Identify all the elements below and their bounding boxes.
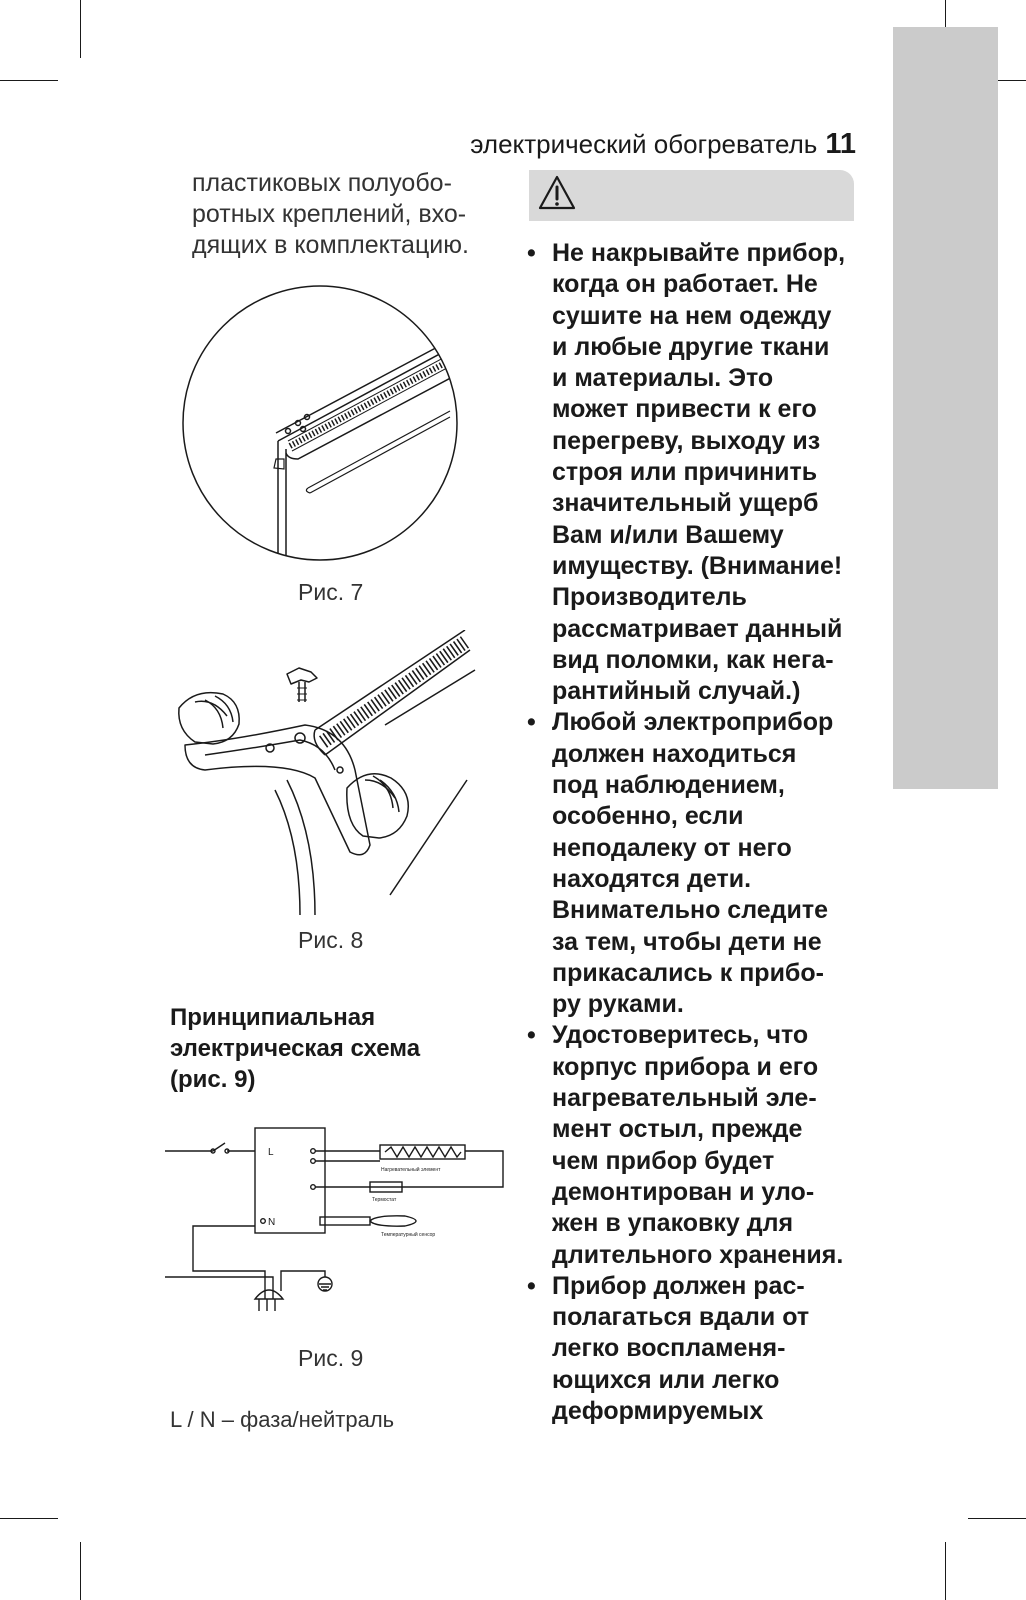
side-tab bbox=[893, 27, 998, 789]
warning-line: и материалы. Это bbox=[552, 364, 774, 393]
warning-line: под наблюдением, bbox=[552, 771, 785, 800]
circuit-label-N: N bbox=[268, 1217, 276, 1228]
bullet: • bbox=[527, 1271, 536, 1300]
figure-7-caption: Рис. 7 bbox=[298, 579, 364, 605]
header-title: электрический обогреватель bbox=[470, 129, 818, 159]
warning-triangle-icon bbox=[537, 174, 577, 212]
warning-line: легко воспламеня- bbox=[552, 1334, 786, 1363]
figure-9-caption: Рис. 9 bbox=[298, 1345, 364, 1371]
warning-line: Удостоверитесь, что bbox=[552, 1021, 809, 1050]
warning-line: должен находиться bbox=[552, 739, 797, 768]
bullet: • bbox=[527, 1021, 536, 1050]
warning-line: вид поломки, как нега- bbox=[552, 645, 834, 674]
warning-line: ру руками. bbox=[552, 990, 684, 1019]
warning-line: корпус прибора и его bbox=[552, 1052, 819, 1081]
figure-8-caption: Рис. 8 bbox=[298, 927, 364, 953]
circuit-label-thermostat: Термостат bbox=[372, 1197, 397, 1203]
page-number: 11 bbox=[825, 128, 856, 160]
warning-line: Производитель bbox=[552, 583, 747, 612]
warning-line: когда он работает. Не bbox=[552, 270, 818, 299]
section-title-line: (рис. 9) bbox=[170, 1066, 256, 1093]
warning-line: нагревательный эле- bbox=[552, 1084, 817, 1113]
warning-item bbox=[527, 1271, 862, 1427]
figure-8-illustration bbox=[175, 630, 480, 915]
section-title bbox=[170, 1002, 500, 1095]
section-title-line: электрическая схема bbox=[170, 1035, 421, 1062]
intro-text bbox=[192, 168, 522, 261]
control-unit bbox=[255, 1128, 325, 1233]
warning-line: находятся дети. bbox=[552, 864, 752, 893]
warning-item bbox=[527, 707, 862, 1020]
vent-slots bbox=[323, 642, 465, 742]
warning-line: полагаться вдали от bbox=[552, 1303, 810, 1332]
bullet: • bbox=[527, 708, 536, 737]
warning-line: рантийный случай.) bbox=[552, 677, 801, 706]
warning-line: чем прибор будет bbox=[552, 1146, 775, 1175]
intro-line: ротных креплений, вхо- bbox=[192, 200, 467, 228]
warning-header-bar bbox=[529, 170, 854, 221]
figure-7-illustration bbox=[180, 283, 460, 563]
vent-slots bbox=[290, 355, 460, 446]
warning-line: Внимательно следите bbox=[552, 896, 829, 925]
warning-line: и любые другие ткани bbox=[552, 332, 830, 361]
crop-mark bbox=[0, 1518, 58, 1519]
warning-line: жен в упаковку для bbox=[552, 1209, 794, 1238]
phase-neutral-legend: L / N – фаза/нейтраль bbox=[170, 1407, 395, 1432]
warning-line: может привести к его bbox=[552, 395, 817, 424]
warning-line: прикасались к прибо- bbox=[552, 958, 824, 987]
warning-line: перегреву, выходу из bbox=[552, 426, 821, 455]
circuit-label-L: L bbox=[268, 1147, 274, 1158]
warning-line: особенно, если bbox=[552, 802, 744, 831]
warning-line: имуществу. (Внимание! bbox=[552, 551, 843, 580]
warning-line: неподалеку от него bbox=[552, 833, 792, 862]
running-header bbox=[470, 128, 856, 161]
temperature-sensor bbox=[320, 1217, 370, 1225]
warning-line: Прибор должен рас- bbox=[552, 1271, 805, 1300]
bullet: • bbox=[527, 239, 536, 267]
warning-line: Вам и/или Вашему bbox=[552, 520, 784, 549]
warning-line: ющихся или легко bbox=[552, 1365, 780, 1394]
warning-line: строя или причинить bbox=[552, 458, 818, 487]
figure-9-circuit-diagram bbox=[165, 1125, 515, 1320]
crop-mark bbox=[0, 80, 58, 81]
warning-line: мент остыл, прежде bbox=[552, 1115, 803, 1144]
warning-line: сушите на нем одежду bbox=[552, 301, 832, 330]
warning-line: длительного хранения. bbox=[552, 1240, 844, 1269]
warning-line: значительный ущерб bbox=[552, 489, 819, 518]
crop-mark bbox=[945, 1542, 946, 1600]
warning-line: за тем, чтобы дети не bbox=[552, 927, 822, 956]
crop-mark bbox=[80, 1542, 81, 1600]
intro-line: дящих в комплектацию. bbox=[192, 231, 469, 259]
section-title-line: Принципиальная bbox=[170, 1004, 376, 1031]
intro-line: пластиковых полуобо- bbox=[192, 169, 452, 197]
warning-line: деформируемых bbox=[552, 1396, 764, 1425]
warning-item bbox=[527, 1020, 862, 1270]
warning-line: рассматривает данный bbox=[552, 614, 843, 643]
warning-line: Любой электроприбор bbox=[552, 708, 834, 737]
heating-element bbox=[380, 1145, 465, 1159]
circuit-label-heater: Нагревательный элемент bbox=[381, 1167, 441, 1173]
warning-item bbox=[527, 238, 862, 707]
crop-mark bbox=[968, 1518, 1026, 1519]
warning-line: демонтирован и уло- bbox=[552, 1177, 815, 1206]
warning-line: Не накрывайте прибор, bbox=[552, 239, 846, 267]
warning-list bbox=[527, 238, 862, 1427]
crop-mark bbox=[80, 0, 81, 58]
circuit-label-sensor: Температурный сенсор bbox=[381, 1232, 436, 1238]
